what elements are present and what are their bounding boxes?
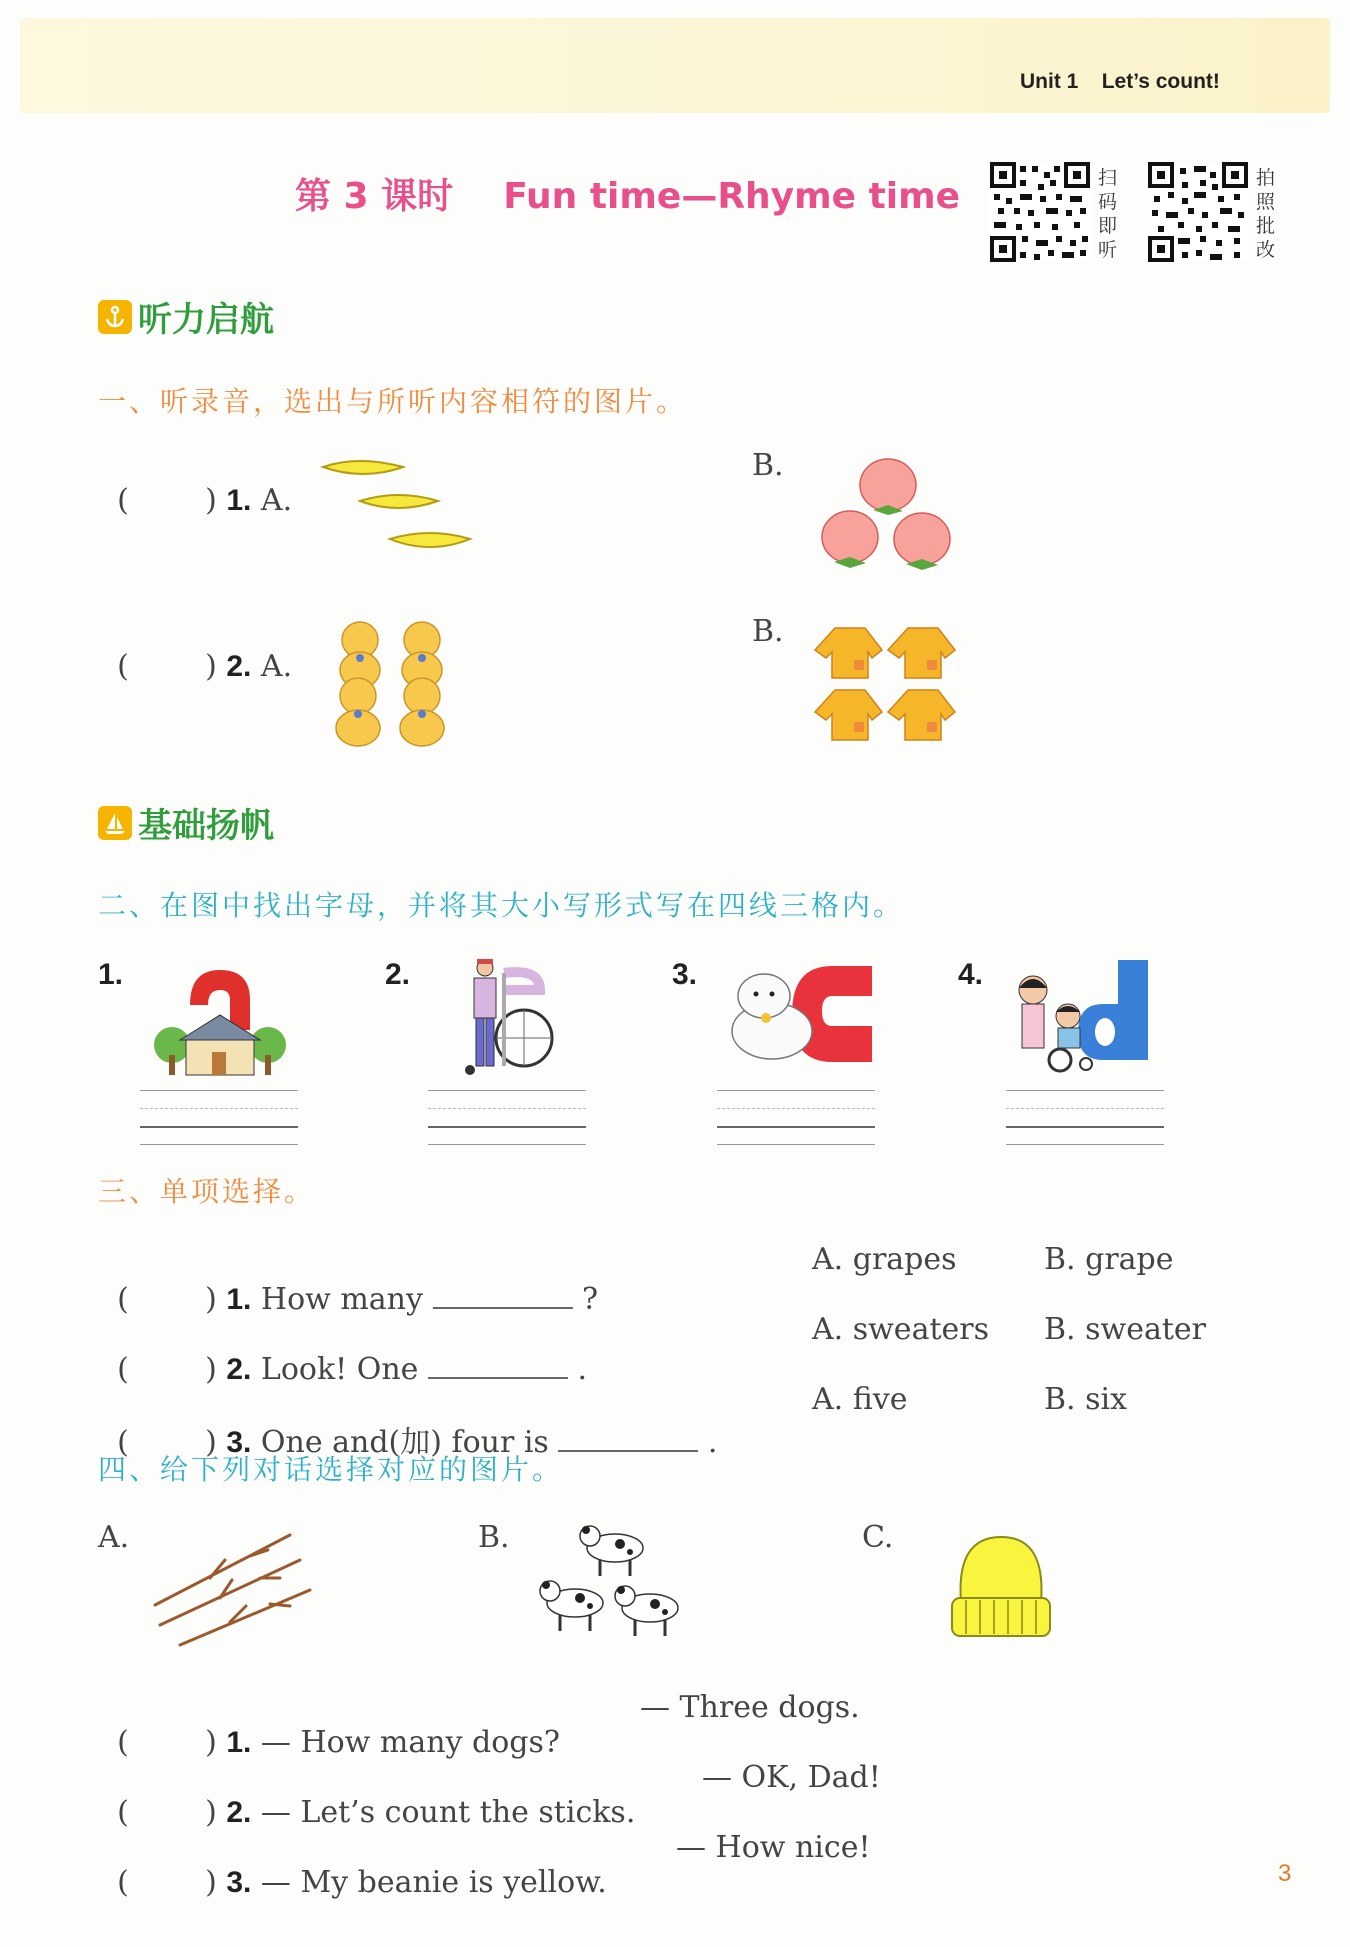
task4-item-2: ( ) 2. — Let’s count the sticks. <box>117 1795 636 1830</box>
sticks-image <box>150 1520 315 1650</box>
qr-code-grade[interactable] <box>1148 162 1248 262</box>
writing-lines-1[interactable] <box>140 1090 298 1150</box>
sweaters-image <box>810 620 960 745</box>
task4-option-a-label: A. <box>98 1520 130 1555</box>
task3-title: 三、单项选择。 <box>98 1175 316 1208</box>
sail-icon <box>98 806 132 840</box>
teddy-bears-image <box>322 618 462 748</box>
qr-code-listen[interactable] <box>990 162 1090 262</box>
section-basics: 基础扬帆 <box>98 798 274 847</box>
task4-title: 四、给下列对话选择对应的图片。 <box>98 1453 564 1486</box>
letter-a-house-image <box>150 960 290 1080</box>
task3-item-2: ( ) 2. Look! One . <box>98 1312 587 1387</box>
task1-item-1-b: B. <box>752 448 784 483</box>
task3-item-1-option-b: B. grape <box>1044 1242 1174 1277</box>
fill-blank[interactable] <box>428 1347 568 1379</box>
answer-paren[interactable]: ( ) <box>117 649 217 684</box>
writing-lines-3[interactable] <box>717 1090 875 1150</box>
task4-item-2-answer: — OK, Dad! <box>702 1760 881 1795</box>
task4-item-1: ( ) 1. — How many dogs? <box>117 1725 560 1760</box>
task1-item-2-b: B. <box>752 614 784 649</box>
writing-lines-2[interactable] <box>428 1090 586 1150</box>
task2-num-2: 2. <box>385 958 411 991</box>
task4-option-c-label: C. <box>862 1520 894 1555</box>
task4-item-1-answer: — Three dogs. <box>640 1690 860 1725</box>
answer-paren[interactable]: ( ) <box>117 1352 217 1387</box>
unit-title: Unit 1 Let’s count! <box>1020 70 1220 93</box>
peaches-image <box>818 455 958 580</box>
anchor-icon <box>98 300 132 334</box>
bananas-image <box>318 455 478 570</box>
qr-label-grade: 拍 照 批 改 <box>1256 167 1276 261</box>
answer-paren[interactable]: ( ) <box>117 1865 217 1900</box>
task4-item-3: ( ) 3. — My beanie is yellow. <box>117 1865 607 1900</box>
task2-num-3: 3. <box>672 958 698 991</box>
letter-d-children-image <box>1008 960 1158 1078</box>
task1-title: 一、听录音，选出与所听内容相符的图片。 <box>98 385 688 418</box>
page-number: 3 <box>1278 1860 1292 1887</box>
task1-item-1: ( ) 1. A. <box>117 483 293 518</box>
task3-item-3-option-a: A. five <box>812 1382 908 1417</box>
task3-item-1-option-a: A. grapes <box>812 1242 957 1277</box>
task2-num-4: 4. <box>958 958 984 991</box>
qr-label-listen: 扫 码 即 听 <box>1098 167 1118 261</box>
letter-c-sheep-image <box>722 966 872 1076</box>
answer-paren[interactable]: ( ) <box>117 1725 217 1760</box>
answer-paren[interactable]: ( ) <box>117 1795 217 1830</box>
task3-item-3-option-b: B. six <box>1044 1382 1128 1417</box>
fill-blank[interactable] <box>558 1420 698 1452</box>
section-listening: 听力启航 <box>98 292 274 341</box>
task3-item-2-option-a: A. sweaters <box>812 1312 989 1347</box>
task3-item-1: ( ) 1. How many ? <box>98 1242 598 1317</box>
task1-item-2: ( ) 2. A. <box>117 649 293 684</box>
task3-item-2-option-b: B. sweater <box>1044 1312 1206 1347</box>
answer-paren[interactable]: ( ) <box>117 1282 217 1317</box>
task4-option-b-label: B. <box>478 1520 510 1555</box>
task4-item-3-answer: — How nice! <box>676 1830 871 1865</box>
writing-lines-4[interactable] <box>1006 1090 1164 1150</box>
task2-num-1: 1. <box>98 958 124 991</box>
answer-paren[interactable]: ( ) <box>117 1425 217 1460</box>
answer-paren[interactable]: ( ) <box>117 483 217 518</box>
task2-title: 二、在图中找出字母，并将其大小写形式写在四线三格内。 <box>98 889 905 922</box>
letter-b-bike-image <box>460 958 560 1080</box>
task3-item-3: ( ) 3. One and(加) four is . <box>98 1382 717 1461</box>
beanie-image <box>946 1532 1056 1642</box>
fill-blank[interactable] <box>433 1277 573 1309</box>
dogs-image <box>530 1518 700 1648</box>
header-band <box>20 18 1330 113</box>
lesson-title: 第 3 课时 Fun time—Rhyme time <box>295 176 961 217</box>
